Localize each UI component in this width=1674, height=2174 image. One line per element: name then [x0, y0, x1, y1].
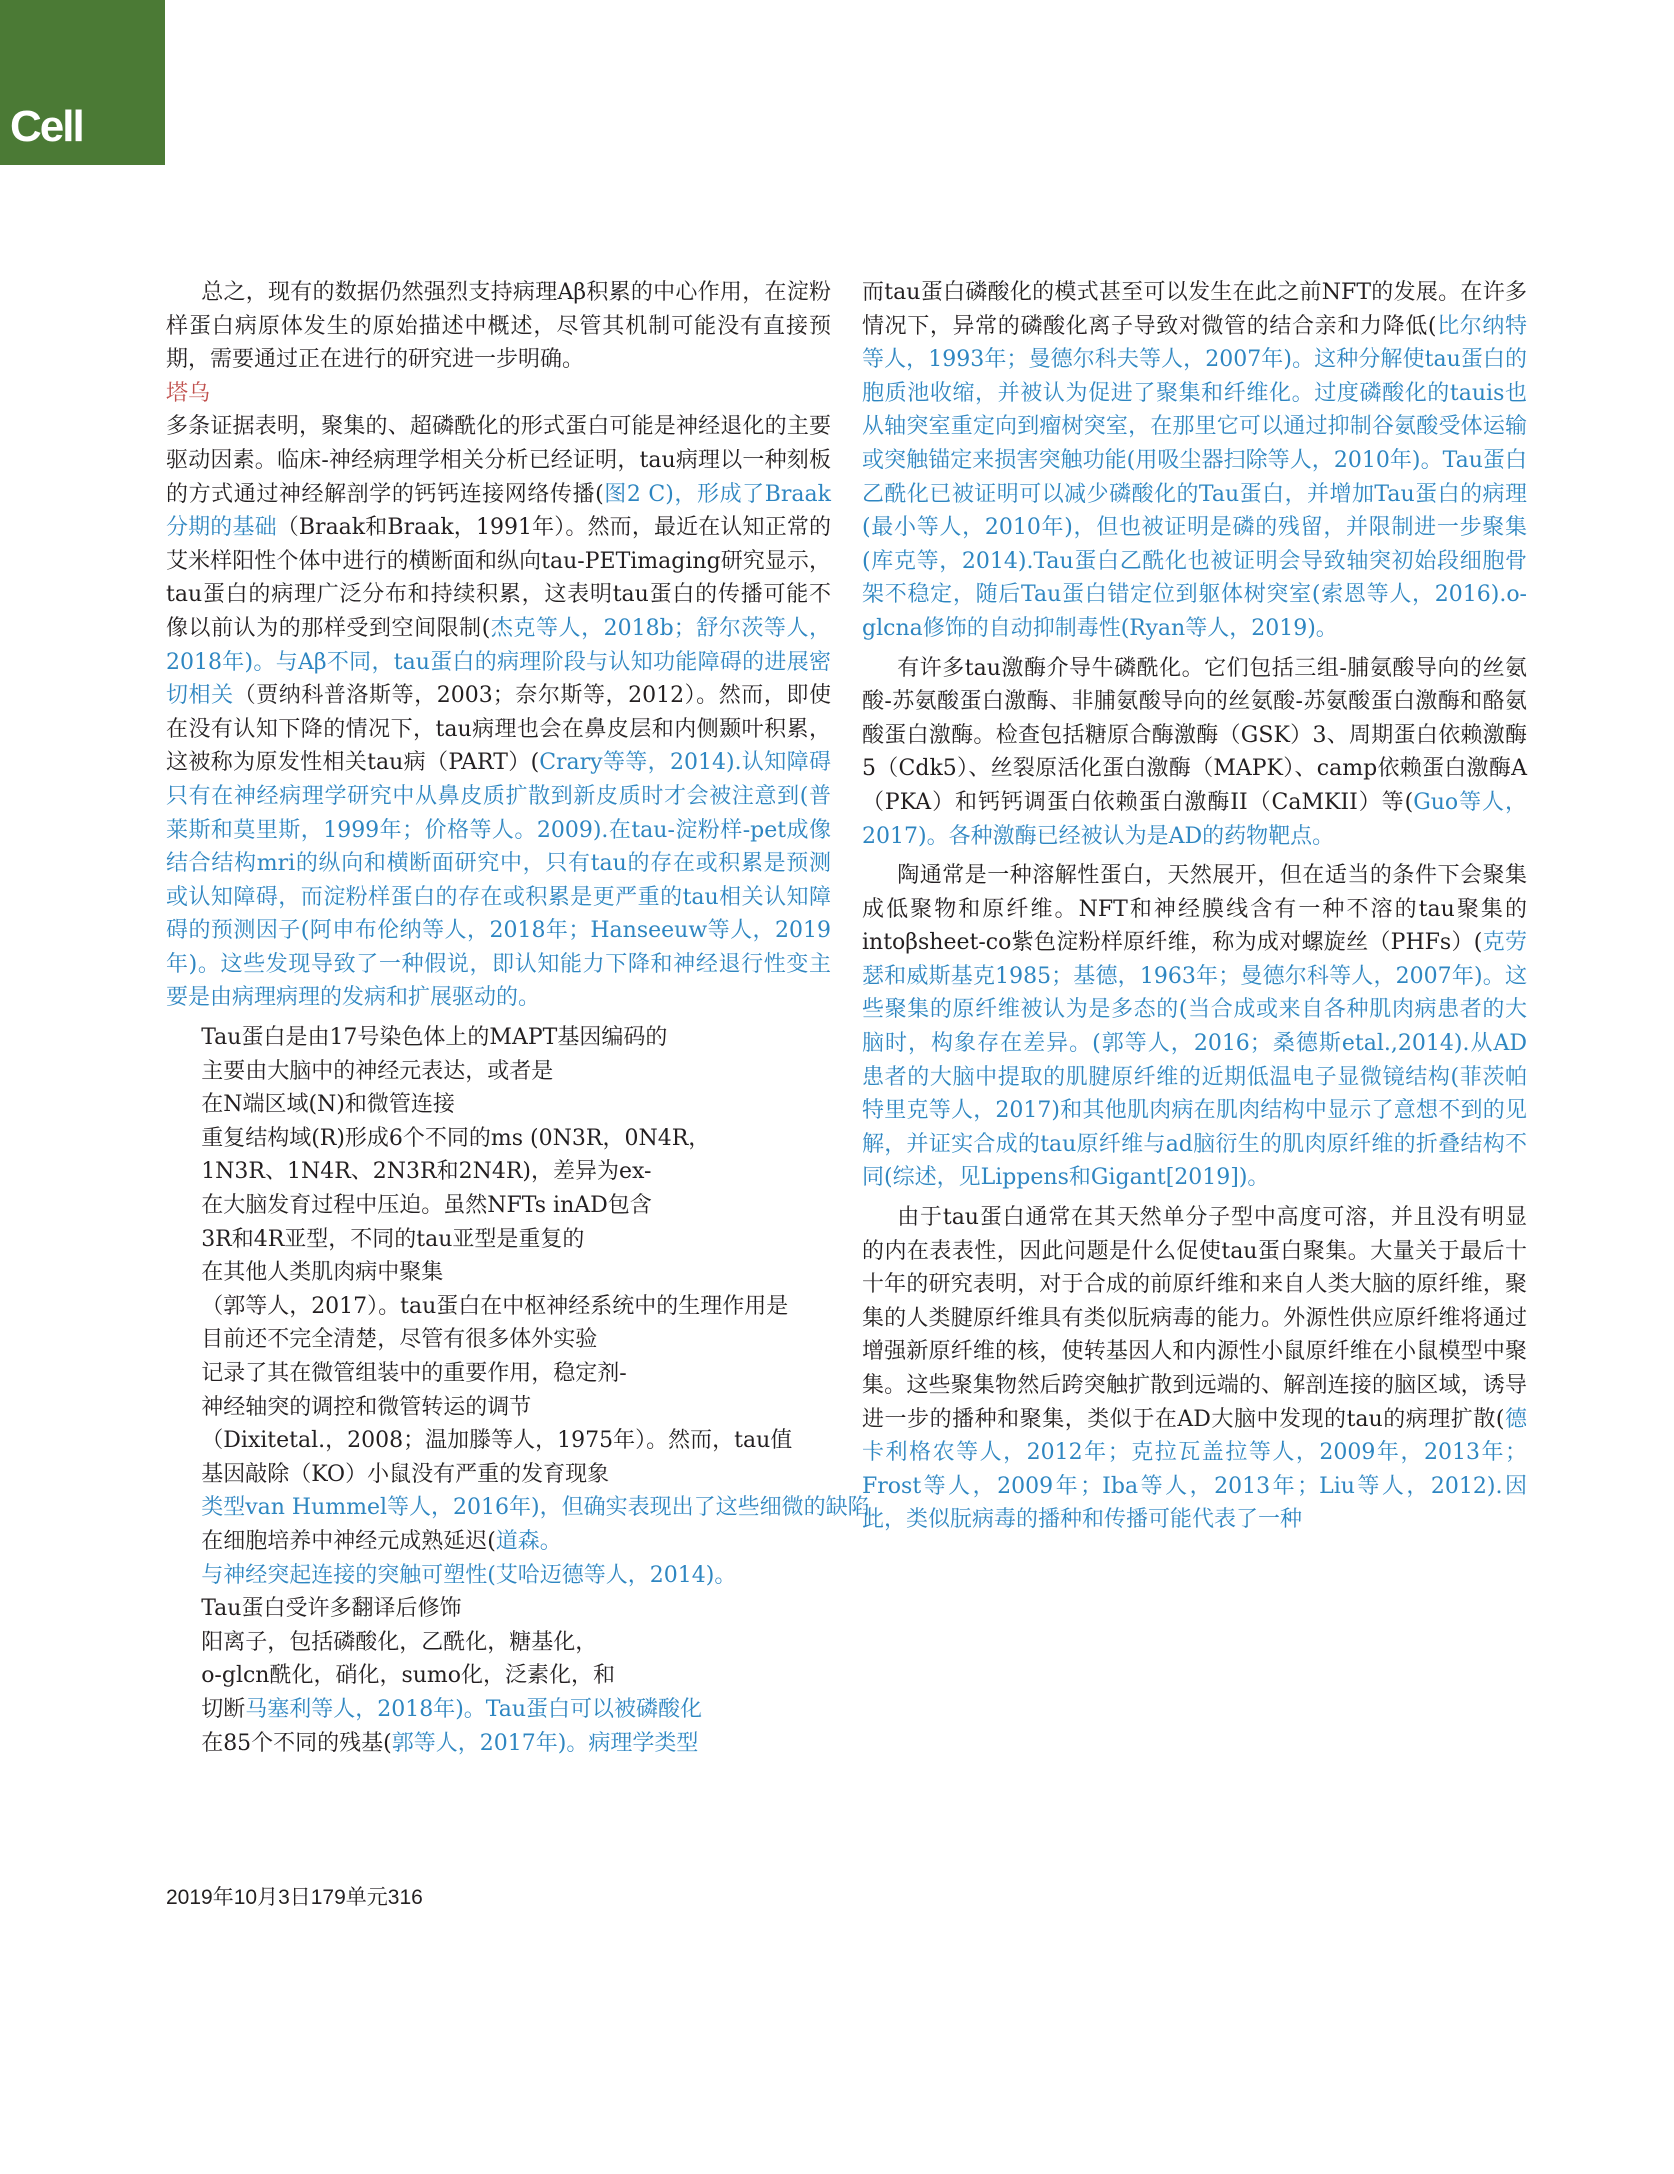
aggregation-paragraph — [862, 859, 1527, 1195]
text: 在细胞培养中神经元成熟延迟( — [201, 1528, 496, 1554]
text-line: 神经轴突的调控和微管转运的调节 — [201, 1394, 532, 1420]
text-line: o-glcn酰化，硝化，sumo化，泛素化，和 — [201, 1663, 616, 1689]
text-line: 重复结构域(R)形成6个不同的ms (0N3R，0N4R， — [201, 1125, 711, 1151]
citation-link[interactable]: Guo等人，2017)。各种激酶已经被认为是AD的药物靶点。 — [862, 789, 1527, 849]
citation-link[interactable]: 郭等人，2017年)。病理学类型 — [391, 1730, 699, 1756]
citation-link[interactable]: 类型van Hummel等人，2016年)，但确实表现出了这些细微的缺陷 — [201, 1495, 870, 1521]
prion-like-paragraph — [862, 1201, 1527, 1537]
citation-link[interactable]: 道森。 — [495, 1528, 562, 1554]
text: 有许多tau激酶介导牛磷酰化。它们包括三组-脯氨酸导向的丝氨酸-苏氨酸蛋白激酶、非脯氨酸导向的丝氨酸-苏氨酸蛋白激酶和酪氨酸蛋白激酶。检查包括糖原合酶激酶（GSK）3、周期蛋白依赖激酶5（Cdk5）、丝裂原活化蛋白激酶（MAPK）、camp依赖蛋白激酶A（PKA）和钙钙调蛋白依赖蛋白激酶II（CaMKII）等( — [862, 655, 1527, 815]
text-line: 主要由大脑中的神经元表达，或者是 — [201, 1058, 554, 1084]
text-line: Tau蛋白受许多翻译后修饰 — [201, 1596, 462, 1622]
text: 多条证据表明，聚集的、超磷酰化的形式蛋白可能是神经退化的主要驱动因素。临床-神经病理学相关分析已经证明，tau病理以一种刻板的方式通过神经解剖学的钙钙连接网络传播( — [166, 414, 831, 507]
citation-link[interactable]: 德卡利格农等人，2012年；克拉瓦盖拉等人，2009年，2013年；Frost等人，2009年；Iba等人，2013年；Liu等人，2012).因此，类似朊病毒的播种和传播可能代表了一种 — [862, 1406, 1527, 1533]
section-heading: 塔乌 — [166, 380, 211, 406]
kinase-paragraph — [862, 652, 1527, 854]
text-line: 1N3R、1N4R、2N3R和2N4R)，差异为ex- — [201, 1159, 652, 1185]
left-column — [166, 276, 870, 1760]
text-line: Tau蛋白是由17号染色体上的MAPT基因编码的 — [201, 1025, 668, 1051]
right-column — [862, 276, 1527, 1537]
text: 由于tau蛋白通常在其天然单分子型中高度可溶，并且没有明显的内在表表性，因此问题是什么促使tau蛋白聚集。大量关于最后十十年的研究表明，对于合成的前原纤维和来自人类大脑的原纤维，聚集的人类腱原纤维具有类似朊病毒的能力。外源性供应原纤维将通过增强新原纤维的核，使转基因人和内源性小鼠原纤维在小鼠模型中聚集。这些聚集物然后跨突触扩散到远端的、解剖连接的脑区域，诱导进一步的播种和聚集，类似于在AD大脑中发现的tau的病理扩散( — [862, 1205, 1527, 1432]
citation-link[interactable]: 索恩等人，2016).o-glcna修饰的自动抑制毒性(Ryan等人，2019)。 — [862, 582, 1527, 641]
citation-link[interactable]: 杰克等人，2018b；舒尔茨等人，2018年)。与Aβ不同，tau蛋白的病理阶段与认知功能障碍的进展密切相关 — [166, 615, 831, 709]
summary-paragraph: 总之，现有的数据仍然强烈支持病理Aβ积累的中心作用，在淀粉样蛋白病原体发生的原始描述中概述，尽管其机制可能没有直接预期，需要通过正在进行的研究进一步明确。 — [166, 280, 831, 373]
text-line: 3R和4R亚型，不同的tau亚型是重复的 — [201, 1226, 585, 1252]
citation-link[interactable]: 与神经突起连接的突触可塑性(艾哈迈德等人，2014)。 — [201, 1562, 737, 1588]
citation-link[interactable]: Crary等等，2014).认知障碍只有在神经病理学研究中从鼻皮质扩散到新皮质时才会被注意到(普莱斯和莫里斯，1999年；价格等人。2009).在tau-淀粉样-pet成像结合结构mri的纵向和横断面研究中，只有tau的存在或积累是预测或认知障碍，而淀粉样蛋白的存在或积累是更严重的tau相关认知障碍的预测因子(阿申布伦纳等人，2018年；Hanseeuw等人，2019年)。这些发现导致了一种假说，即认知能力下降和神经退行性变主要是由病理病理的发病和扩展驱动的。 — [166, 750, 831, 1011]
text-line: 基因敲除（KO）小鼠没有严重的发育现象 — [201, 1461, 610, 1487]
text-line: 阳离子，包括磷酸化，乙酰化，糖基化， — [201, 1629, 598, 1655]
text: 在85个不同的残基( — [201, 1730, 392, 1756]
text: （Braak和Braak，1991年）。然而，最近在认知正常的艾米样阳性个体中进行的横断面和纵向tau-PETimaging研究显示，tau蛋白的病理广泛分布和持续积累，这表明tau蛋白的传播可能不像以前认为的那样受到空间限制( — [166, 515, 831, 641]
text: （贾纳科普洛斯等，2003；奈尔斯等，2012）。然而，即使在没有认知下降的情况下，tau病理也会在鼻皮层和内侧颞叶积累，这被称为原发性相关tau病（PART）( — [166, 683, 831, 776]
text-line: 目前还不完全清楚，尽管有很多体外实验 — [201, 1327, 598, 1353]
journal-brand-block — [0, 0, 165, 165]
page-footer: 2019年10月3日179单元316 — [166, 1886, 423, 1909]
text: 而tau蛋白磷酸化的模式甚至可以发生在此之前NFT的发展。在许多情况下，异常的磷酸化离子导致对微管的结合亲和力降低( — [862, 280, 1527, 339]
tau-paragraph-2 — [166, 1021, 870, 1592]
tau-paragraph-1 — [166, 410, 831, 1015]
text-line: 在N端区域(N)和微管连接 — [201, 1092, 455, 1118]
journal-logo: Cell — [10, 102, 83, 151]
citation-link[interactable]: 马塞利等人，2018年)。Tau蛋白可以被磷酸化 — [245, 1696, 703, 1722]
figure-reference-link[interactable]: 图2 C)，形成了Braak分期的基础 — [166, 481, 831, 541]
citation-link[interactable]: 比尔纳特等人，1993年；曼德尔科夫等人，2007年)。这种分解使tau蛋白的胞质池收缩，并被认为促进了聚集和纤维化。过度磷酸化的tauis也从轴突室重定向到瘤树突室，在那里它可以通过抑制谷氨酸受体运输或突触锚定来损害突触功能(用吸尘器扫除等人，2010年)。Tau蛋白乙酰化已被证明可以减少磷酸化的Tau蛋白，并增加Tau蛋白的病理(最小等人，2010年)，但也被证明是磷的残留，并限制进一步聚集(库克等，2014).Tau蛋白乙酰化也被证明会导致轴突初始段细胞骨架不稳定，随后Tau蛋白错定位到躯体树突室( — [862, 313, 1527, 608]
citation-link[interactable]: 克劳瑟和威斯基克1985；基德，1963年；曼德尔科等人，2007年)。这些聚集的原纤维被认为是多态的(当合成或来自各种肌肉病患者的大脑时，构象存在差异。(郭等人，2016；桑德斯etal.,2014).从AD患者的大脑中提取的肌腱原纤维的近期低温电子显微镜结构( — [862, 930, 1527, 1090]
text-line: 在大脑发育过程中压迫。虽然NFTs inAD包含 — [201, 1193, 652, 1219]
text-line: 记录了其在微管组装中的重要作用，稳定剂- — [201, 1361, 627, 1386]
phosphorylation-paragraph — [862, 276, 1527, 646]
text-line: （Dixitetal.，2008；温加滕等人，1975年）。然而，tau值 — [201, 1428, 793, 1454]
text-line: 在其他人类肌肉病中聚集 — [201, 1260, 444, 1286]
text-line: （郭等人，2017）。tau蛋白在中枢神经系统中的生理作用是 — [201, 1293, 789, 1319]
tau-paragraph-3 — [166, 1592, 831, 1760]
citation-link[interactable]: 菲茨帕特里克等人，2017)和其他肌肉病在肌肉结构中显示了意想不到的见解，并证实合成的tau原纤维与ad脑衍生的肌肉原纤维的折叠结构不同(综述，见Lippens和Gigant[2019])。 — [862, 1064, 1527, 1191]
text: 切断 — [201, 1696, 246, 1722]
text: 陶通常是一种溶解性蛋白，天然展开，但在适当的条件下会聚集成低聚物和原纤维。NFT和神经膜线含有一种不溶的tau聚集的intoβsheet-co紫色淀粉样原纤维，称为成对螺旋丝（PHFs）( — [862, 863, 1527, 956]
